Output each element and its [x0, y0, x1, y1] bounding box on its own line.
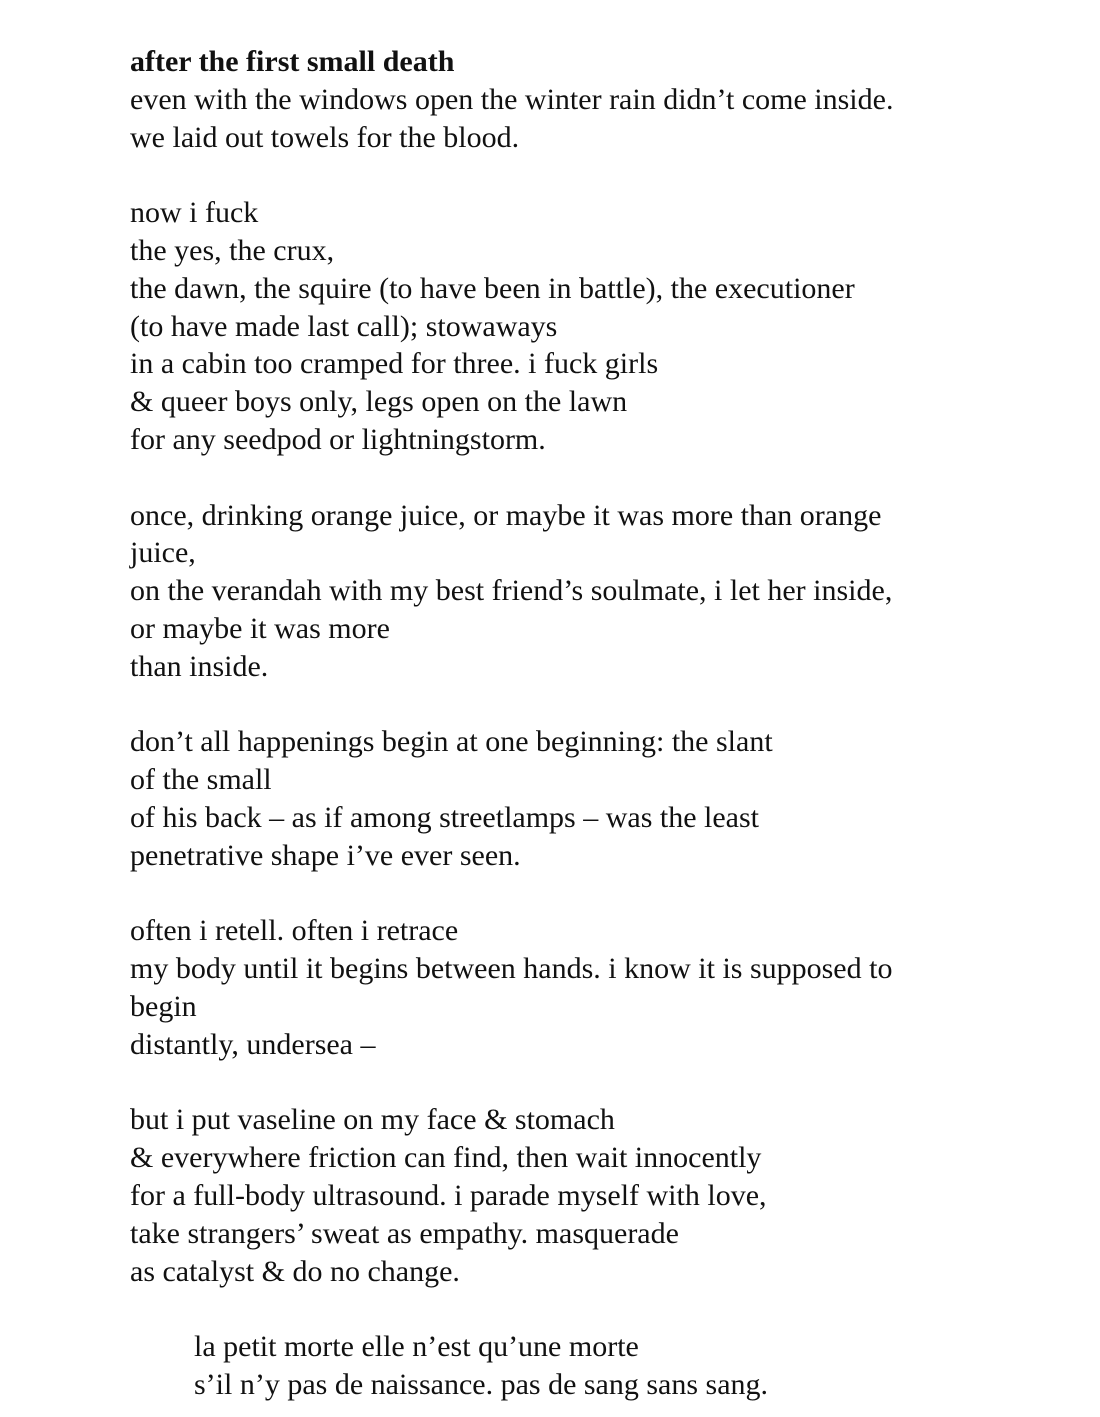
poem-line: often i retell. often i retrace — [130, 914, 459, 948]
stanza-2 — [130, 194, 1030, 459]
stanza-6 — [130, 1101, 1030, 1290]
poem-line: as catalyst & do no change. — [130, 1254, 460, 1288]
stanza-5 — [130, 912, 1030, 1063]
poem-line: for any seedpod or lightningstorm. — [130, 422, 546, 456]
stanza-3 — [130, 497, 1030, 686]
poem-line: begin — [130, 989, 197, 1023]
poem-line: la petit morte elle n’est qu’une morte — [194, 1330, 639, 1364]
poem-line: we laid out towels for the blood. — [130, 120, 520, 154]
poem-line: or maybe it was more — [130, 611, 390, 645]
poem-line: in a cabin too cramped for three. i fuck girls — [130, 347, 659, 381]
poem-line: now i fuck — [130, 196, 259, 230]
poem-line: don’t all happenings begin at one beginning: the slant — [130, 725, 773, 759]
poem-title: after the first small death — [130, 45, 455, 78]
poem-page — [130, 43, 1030, 1404]
poem-line: the yes, the crux, — [130, 233, 335, 267]
poem-line: but i put vaseline on my face & stomach — [130, 1103, 615, 1137]
poem-line: & queer boys only, legs open on the lawn — [130, 385, 628, 419]
poem-line: juice, — [130, 536, 196, 570]
poem-line: for a full-body ultrasound. i parade myself with love, — [130, 1178, 767, 1212]
poem-line: distantly, undersea – — [130, 1027, 376, 1061]
poem-line: take strangers’ sweat as empathy. masquerade — [130, 1216, 679, 1250]
poem-line: than inside. — [130, 649, 269, 683]
poem-line: the dawn, the squire (to have been in battle), the executioner — [130, 271, 855, 305]
stanza-4 — [130, 723, 1030, 874]
poem-line: on the verandah with my best friend’s soulmate, i let her inside, — [130, 574, 893, 608]
poem-line: of his back – as if among streetlamps – was the least — [130, 800, 760, 834]
poem-line: once, drinking orange juice, or maybe it was more than orange — [130, 498, 882, 532]
poem-line: (to have made last call); stowaways — [130, 309, 558, 343]
stanza-1 — [130, 43, 1030, 156]
poem-line: & everywhere friction can find, then wait innocently — [130, 1141, 762, 1175]
stanza-7-french — [130, 1328, 1030, 1404]
poem-line: of the small — [130, 763, 272, 797]
poem-line: penetrative shape i’ve ever seen. — [130, 838, 521, 872]
poem-line: s’il n’y pas de naissance. pas de sang sans sang. — [194, 1367, 769, 1401]
poem-line: even with the windows open the winter rain didn’t come inside. — [130, 82, 894, 116]
poem-line: my body until it begins between hands. i know it is supposed to — [130, 952, 893, 986]
